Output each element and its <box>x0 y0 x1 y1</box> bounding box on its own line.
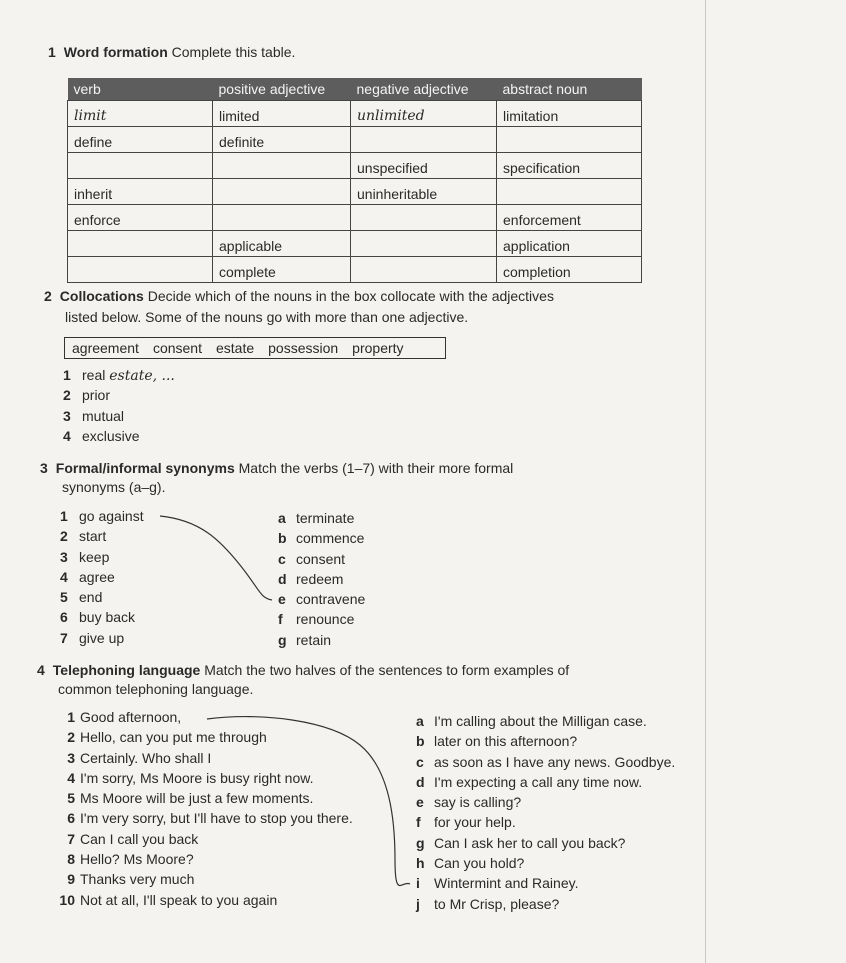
item-text: redeem <box>296 570 344 587</box>
item-letter: e <box>278 591 286 608</box>
exercise-instruction-cont: listed below. Some of the nouns go with more than one adjective. <box>65 309 469 325</box>
item-text: say is calling? <box>434 794 522 811</box>
item-number: 3 <box>63 407 71 424</box>
list-item <box>416 731 675 751</box>
table-cell: unspecified <box>351 153 497 179</box>
item-text: Good afternoon, <box>80 709 182 725</box>
table-cell-blank[interactable] <box>497 127 642 153</box>
item-number: 5 <box>60 589 68 606</box>
exercise-number: 1 <box>48 44 56 60</box>
table-cell-blank[interactable] <box>213 153 351 179</box>
item-number: 4 <box>67 769 75 786</box>
list-item <box>60 506 144 526</box>
item-number: 9 <box>67 871 75 888</box>
item-text: I'm expecting a call any time now. <box>434 773 643 790</box>
item-letter: a <box>278 510 286 526</box>
table-cell: application <box>497 231 642 257</box>
table-cell: uninheritable <box>351 179 497 205</box>
list-item <box>278 569 365 589</box>
list-item <box>60 587 144 607</box>
item-text: renounce <box>296 611 355 628</box>
column-header: verb <box>68 78 213 101</box>
table-header-row <box>68 78 642 101</box>
list-item <box>47 869 353 889</box>
list-item <box>278 609 365 629</box>
collocation-list <box>63 365 175 446</box>
item-text: prior <box>82 387 111 404</box>
list-item <box>47 748 353 768</box>
list-item <box>47 890 353 910</box>
item-letter: c <box>416 753 424 770</box>
list-item <box>47 788 353 808</box>
box-word: agreement <box>72 340 139 356</box>
list-item <box>416 873 675 893</box>
item-text: as soon as I have any news. Goodbye. <box>434 753 676 770</box>
list-item <box>47 707 353 727</box>
handwritten-answer[interactable]: estate, ... <box>109 368 175 384</box>
list-item <box>416 752 675 772</box>
item-letter: b <box>278 530 287 547</box>
list-item <box>278 508 365 528</box>
table-cell-blank[interactable] <box>351 205 497 231</box>
item-number: 4 <box>60 568 68 585</box>
table-cell-blank[interactable] <box>68 231 213 257</box>
item-letter: c <box>278 550 286 567</box>
item-letter: d <box>416 773 425 790</box>
page-margin-line <box>705 0 706 963</box>
exercise-number: 2 <box>44 288 52 304</box>
table-cell: complete <box>213 257 351 283</box>
table-cell: completion <box>497 257 642 283</box>
box-word: estate <box>215 340 255 356</box>
item-number: 6 <box>67 810 75 827</box>
table-cell: limitation <box>497 101 642 127</box>
list-item <box>416 812 675 832</box>
table-cell: define <box>68 127 213 153</box>
item-text: buy back <box>79 609 136 626</box>
list-item <box>60 567 144 587</box>
list-item <box>278 589 365 609</box>
exercise-title: Word formation <box>63 44 168 60</box>
item-text: agree <box>79 568 115 585</box>
item-text: Thanks very much <box>80 871 195 888</box>
exercise-1-heading <box>48 44 295 60</box>
table-cell: enforcement <box>497 205 642 231</box>
exercise-number: 4 <box>37 662 45 678</box>
item-letter: f <box>278 611 283 628</box>
item-text: Can I call you back <box>80 830 199 847</box>
item-text: I'm very sorry, but I'll have to stop you there. <box>80 810 353 827</box>
item-text: to Mr Crisp, please? <box>434 895 560 912</box>
table-cell-blank[interactable] <box>351 257 497 283</box>
item-text: consent <box>296 550 346 567</box>
list-item <box>60 628 144 648</box>
item-text: Can you hold? <box>434 855 525 872</box>
item-text: I'm calling about the Milligan case. <box>434 713 647 729</box>
exercise-title: Formal/informal synonyms <box>55 460 235 476</box>
table-cell: applicable <box>213 231 351 257</box>
list-item <box>63 426 175 446</box>
exercise-2-heading <box>44 288 554 304</box>
item-text: start <box>79 528 107 545</box>
box-word: possession <box>268 340 339 356</box>
exercise-instruction-cont: synonyms (a–g). <box>62 479 166 495</box>
item-number: 2 <box>60 528 68 545</box>
sentence-end-list <box>416 711 675 914</box>
list-item <box>47 849 353 869</box>
list-item <box>416 772 675 792</box>
list-item <box>278 630 365 650</box>
item-text: for your help. <box>434 814 516 831</box>
list-item <box>416 833 675 853</box>
list-item <box>416 894 675 914</box>
item-letter: i <box>416 875 420 892</box>
item-text: commence <box>296 530 365 547</box>
sentence-start-list <box>47 707 353 910</box>
table-cell: definite <box>213 127 351 153</box>
item-text: Hello? Ms Moore? <box>80 851 194 868</box>
exercise-title: Telephoning language <box>52 662 201 678</box>
item-text: Wintermint and Rainey. <box>434 875 579 892</box>
table-cell-blank[interactable] <box>213 205 351 231</box>
item-number: 7 <box>67 830 75 847</box>
exercise-number: 3 <box>40 460 48 476</box>
item-number: 6 <box>60 609 68 626</box>
match-line-ex3 <box>160 516 272 600</box>
table-cell: inherit <box>68 179 213 205</box>
box-word: property <box>352 340 404 356</box>
exercise-instruction: Match the two halves of the sentences to form examples of <box>204 662 570 678</box>
item-number: 10 <box>59 891 75 908</box>
word-formation-table <box>67 78 642 283</box>
table-row <box>68 231 642 257</box>
item-letter: d <box>278 570 287 587</box>
table-cell-blank[interactable] <box>68 153 213 179</box>
exercise-instruction: Decide which of the nouns in the box collocate with the adjectives <box>147 288 554 304</box>
item-number: 2 <box>67 729 75 746</box>
informal-verb-list <box>60 506 144 648</box>
item-text: contravene <box>296 591 366 608</box>
item-number: 1 <box>63 367 71 383</box>
formal-synonym-list <box>278 508 365 650</box>
column-header: negative adjective <box>351 78 497 101</box>
table-row <box>68 153 642 179</box>
item-text: end <box>79 589 103 606</box>
item-text: real <box>82 367 106 383</box>
item-number: 2 <box>63 387 71 404</box>
table-cell-blank[interactable] <box>351 231 497 257</box>
item-text: keep <box>79 548 110 565</box>
table-cell: limited <box>213 101 351 127</box>
noun-box <box>64 337 446 359</box>
item-letter: f <box>416 814 421 831</box>
item-number: 1 <box>67 709 75 725</box>
table-cell-blank[interactable] <box>68 257 213 283</box>
item-text: give up <box>79 629 125 646</box>
item-text: Can I ask her to call you back? <box>434 834 626 851</box>
item-letter: h <box>416 855 425 872</box>
table-row <box>68 101 642 127</box>
list-item <box>60 526 144 546</box>
list-item <box>416 853 675 873</box>
table-row <box>68 257 642 283</box>
list-item <box>60 607 144 627</box>
item-text: go against <box>79 508 144 524</box>
list-item <box>63 365 175 385</box>
list-item <box>416 711 675 731</box>
item-text: Ms Moore will be just a few moments. <box>80 790 314 807</box>
list-item <box>47 829 353 849</box>
item-letter: g <box>416 834 425 851</box>
table-row <box>68 205 642 231</box>
item-text: retain <box>296 631 332 648</box>
item-number: 3 <box>67 749 75 766</box>
item-number: 4 <box>63 427 71 444</box>
table-row <box>68 127 642 153</box>
exercise-title: Collocations <box>59 288 144 304</box>
exercise-instruction: Match the verbs (1–7) with their more formal <box>238 460 514 476</box>
item-number: 7 <box>60 629 68 646</box>
table-cell-answer[interactable]: limit <box>68 101 213 127</box>
exercise-3-heading <box>40 460 513 476</box>
list-item <box>47 808 353 828</box>
list-item <box>63 385 175 405</box>
item-text: Not at all, I'll speak to you again <box>80 891 278 908</box>
table-cell-answer[interactable]: unlimited <box>351 101 497 127</box>
table-row <box>68 179 642 205</box>
table-cell: specification <box>497 153 642 179</box>
item-text: terminate <box>296 510 355 526</box>
list-item <box>47 727 353 747</box>
list-item <box>60 547 144 567</box>
item-letter: e <box>416 794 424 811</box>
box-word: consent <box>152 340 202 356</box>
table-cell-blank[interactable] <box>351 127 497 153</box>
list-item <box>47 768 353 788</box>
item-text: I'm sorry, Ms Moore is busy right now. <box>80 769 314 786</box>
item-number: 1 <box>60 508 68 524</box>
item-letter: a <box>416 713 424 729</box>
exercise-instruction-cont: common telephoning language. <box>58 681 254 697</box>
item-letter: b <box>416 733 425 750</box>
table-cell-blank[interactable] <box>213 179 351 205</box>
item-letter: j <box>416 895 420 912</box>
item-text: exclusive <box>82 427 140 444</box>
list-item <box>416 792 675 812</box>
item-number: 8 <box>67 851 75 868</box>
exercise-instruction: Complete this table. <box>171 44 296 60</box>
list-item <box>278 549 365 569</box>
column-header: positive adjective <box>213 78 351 101</box>
list-item <box>63 406 175 426</box>
table-cell-blank[interactable] <box>497 179 642 205</box>
exercise-4-heading <box>37 662 569 678</box>
item-text: Certainly. Who shall I <box>80 749 212 766</box>
item-number: 5 <box>67 790 75 807</box>
item-text: later on this afternoon? <box>434 733 578 750</box>
list-item <box>278 528 365 548</box>
item-letter: g <box>278 631 287 648</box>
item-number: 3 <box>60 548 68 565</box>
table-cell: enforce <box>68 205 213 231</box>
column-header: abstract noun <box>497 78 642 101</box>
item-text: mutual <box>82 407 125 424</box>
item-text: Hello, can you put me through <box>80 729 267 746</box>
